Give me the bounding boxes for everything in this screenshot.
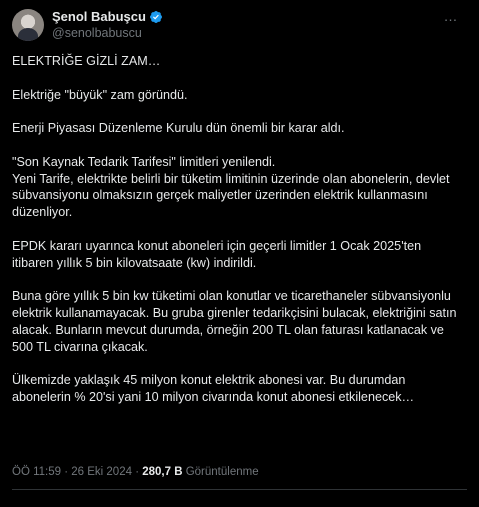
tweet-paragraph: "Son Kaynak Tedarik Tarifesi" limitleri yenilendi. Yeni Tarife, elektrikte belirli bir tüketim limitinin üzerinde olan abonelerin, devlet sübvansiyonu olmaksızın gerçek maliyetler üzerinden elektrik kullanmasını düzenliyor. — [12, 154, 450, 220]
tweet-paragraph: Elektriğe "büyük" zam göründü. — [12, 87, 188, 102]
tweet-header — [12, 9, 467, 39]
tweet-meta — [12, 466, 259, 478]
author-names — [52, 9, 163, 40]
divider — [12, 489, 467, 490]
meta-separator: · — [132, 466, 143, 478]
tweet-paragraph: Buna göre yıllık 5 bin kw tüketimi olan konutlar ve ticarethaneler sübvansiyonlu elektrik kullanamayacak. Bu gruba girenler tedarikçisini bulacak, elektriğini satın alacak. Bunların mevcut durumda, örneğin 200 TL olan faturası katlanacak ve 500 TL civarına çıkacak. — [12, 289, 457, 354]
more-options-icon[interactable]: … — [443, 8, 459, 24]
views-count: 280,7 B — [142, 466, 183, 478]
handle[interactable]: @senolbabuscu — [52, 26, 142, 40]
display-name[interactable]: Şenol Babuşcu — [52, 9, 146, 24]
verified-badge-icon[interactable] — [149, 10, 163, 24]
tweet-date[interactable]: 26 Eki 2024 — [71, 466, 132, 478]
avatar[interactable] — [12, 9, 44, 41]
tweet-text — [12, 53, 465, 423]
tweet-paragraph: ELEKTRİĞE GİZLİ ZAM… — [12, 54, 161, 68]
tweet-time[interactable]: ÖÖ 11:59 — [12, 466, 62, 478]
tweet-paragraph: EPDK kararı uyarınca konut aboneleri için geçerli limitler 1 Ocak 2025'ten itibaren yıllık 5 bin kilovatsaate (kw) indirildi. — [12, 238, 422, 270]
tweet-paragraph: Enerji Piyasası Düzenleme Kurulu dün önemli bir karar aldı. — [12, 121, 345, 136]
display-name-row — [52, 9, 163, 24]
meta-separator: · — [61, 466, 72, 478]
views-label: Görüntülenme — [185, 466, 259, 478]
tweet-paragraph: Ülkemizde yaklaşık 45 milyon konut elektrik abonesi var. Bu durumdan abonelerin % 20'si yani 10 milyon civarında konut abonesi etkilenecek… — [12, 373, 415, 404]
